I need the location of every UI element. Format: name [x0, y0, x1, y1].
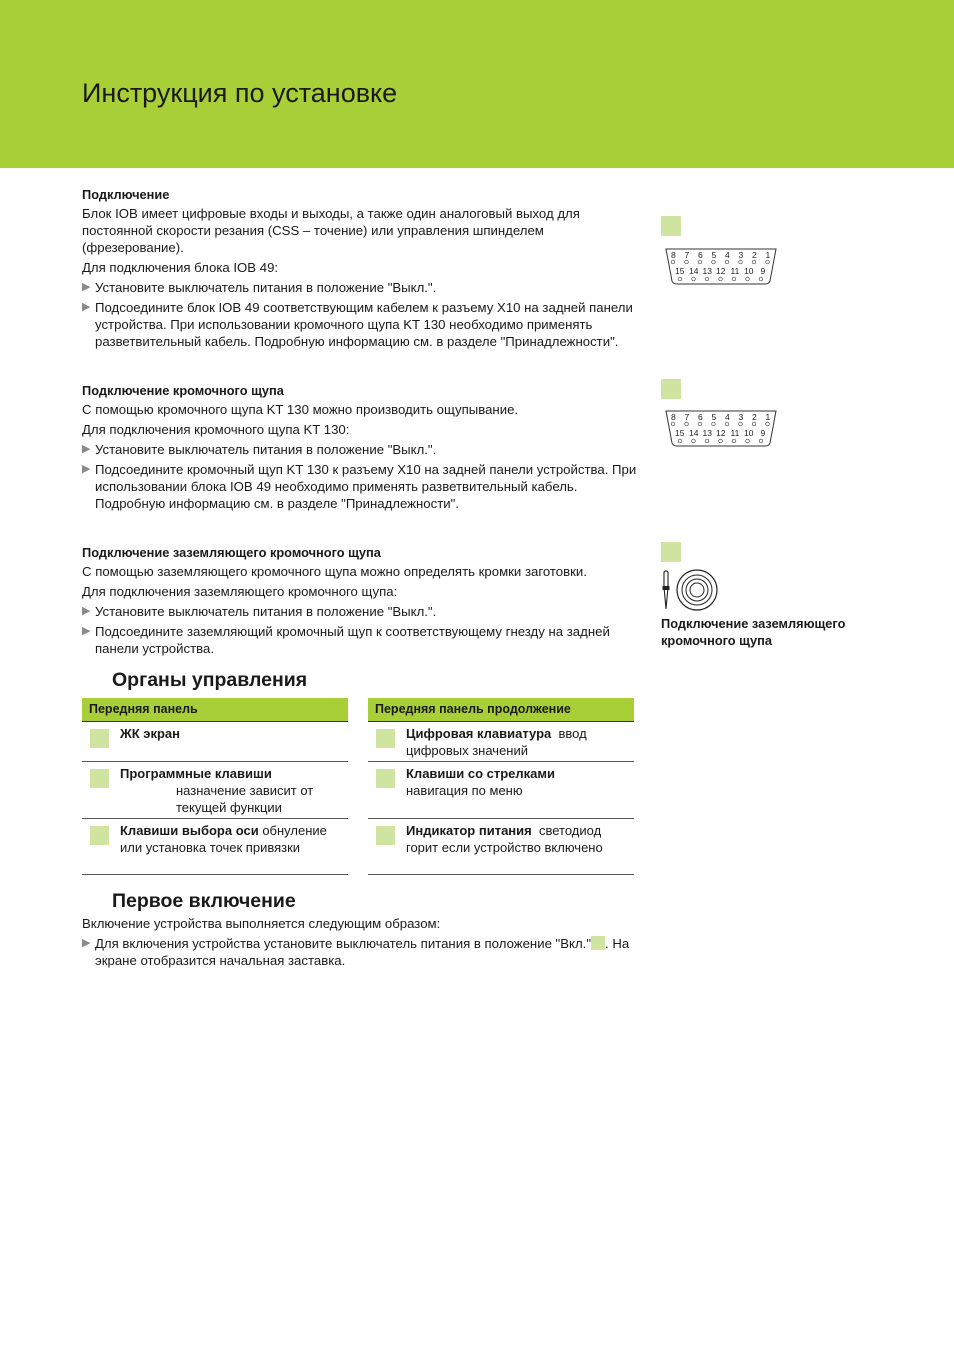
page-header-band	[0, 0, 954, 168]
pin-label: 12	[716, 266, 726, 276]
controls-heading: Органы управления	[112, 669, 308, 691]
key-placeholder-icon	[90, 729, 109, 748]
figure-caption: Подключение заземляющего кромочного щупа	[661, 616, 846, 648]
key-placeholder-icon	[376, 729, 395, 748]
pin-label: 11	[730, 428, 740, 438]
page-title: Инструкция по установке	[82, 78, 398, 108]
table-row: Клавиши выбора оси обнуление или установка точек привязки	[82, 819, 348, 875]
triangle-right-icon: ▶	[82, 605, 91, 617]
figure-marker	[661, 379, 681, 399]
pin-label: 10	[744, 428, 754, 438]
pin-label: 14	[689, 428, 699, 438]
pin-label: 8	[671, 250, 676, 260]
key-placeholder-icon	[90, 826, 109, 845]
list-item: ▶ Установите выключатель питания в положение "Выкл.".	[82, 604, 437, 619]
paragraph: Включение устройства выполняется следующим образом:	[82, 916, 441, 931]
triangle-right-icon: ▶	[82, 281, 91, 293]
section-title: Подключение заземляющего кромочного щупа	[82, 545, 381, 560]
pin-label: 1	[765, 412, 771, 422]
pin-label: 4	[725, 412, 730, 422]
list-item: ▶ Подсоедините заземляющий кромочный щуп к соответствующему гнезду на задней панели устройства.	[82, 624, 610, 656]
ground-probe-socket-icon	[658, 569, 722, 613]
pin-label: 11	[730, 266, 740, 276]
table-row: Цифровая клавиатура ввод цифровых значений	[368, 722, 634, 762]
pin-label: 9	[760, 266, 766, 276]
pin-label: 5	[711, 250, 717, 260]
table-header: Передняя панель продолжение	[368, 698, 634, 722]
dsub-15-connector-icon	[663, 408, 779, 448]
pin-label: 3	[738, 250, 744, 260]
key-placeholder-icon	[376, 769, 395, 788]
triangle-right-icon: ▶	[82, 301, 91, 313]
pin-label: 3	[738, 412, 744, 422]
controls-table-right	[368, 698, 634, 875]
list-item: ▶ Подсоедините блок IOB 49 соответствующим кабелем к разъему X10 на задней панели устройства. При использовании кромочного щупа KT 130 необходимо применять разветвительный кабель. Подробную информацию см. в разделе "Принадлежности".	[82, 300, 633, 349]
pin-label: 7	[684, 250, 690, 260]
pin-label: 14	[689, 266, 699, 276]
table-row: Индикатор питания светодиод горит если устройство включено	[368, 819, 634, 875]
table-header: Передняя панель	[82, 698, 348, 722]
pin-label: 5	[711, 412, 717, 422]
section-first-on	[82, 915, 642, 972]
pin-label: 4	[725, 250, 730, 260]
triangle-right-icon: ▶	[82, 443, 91, 455]
list-item: ▶ Установите выключатель питания в положение "Выкл.".	[82, 280, 437, 295]
paragraph: С помощью кромочного щупа KT 130 можно производить ощупывание.	[82, 402, 519, 417]
triangle-right-icon: ▶	[82, 625, 91, 637]
paragraph: Блок IOB имеет цифровые входы и выходы, а также один аналоговый выход для постоянной скорости резания (CSS – точение) или управления шпинделем (фрезерование).	[82, 206, 580, 255]
pin-label: 1	[765, 250, 771, 260]
table-row: ЖК экран	[82, 722, 348, 762]
section-connection	[82, 186, 642, 353]
list-item: ▶ Установите выключатель питания в положение "Выкл.".	[82, 442, 437, 457]
connector-top-pins	[671, 250, 771, 260]
paragraph: Для подключения кромочного щупа KT 130:	[82, 422, 350, 437]
section-title: Подключение	[82, 187, 170, 202]
pin-label: 2	[752, 250, 757, 260]
pin-label: 6	[698, 412, 703, 422]
pin-label: 10	[744, 266, 754, 276]
section-edge-probe	[82, 382, 642, 515]
list-item: ▶ Для включения устройства установите выключатель питания в положение "Вкл." . На экране отобразится начальная заставка.	[82, 936, 630, 968]
key-placeholder-icon	[376, 826, 395, 845]
pin-label: 12	[716, 428, 726, 438]
first-on-heading: Первое включение	[112, 890, 296, 912]
power-key-icon	[591, 936, 605, 950]
pin-label: 15	[675, 428, 685, 438]
key-placeholder-icon	[90, 769, 109, 788]
table-row: Программные клавиши назначение зависит от текущей функции	[82, 762, 348, 819]
list-item: ▶ Подсоедините кромочный щуп KT 130 к разъему X10 на задней панели устройства. При использовании блока IOB 49 необходимо применять разветвительный кабель. Подробную информацию см. в разделе "Принадлежности".	[82, 462, 637, 511]
paragraph: Для подключения блока IOB 49:	[82, 260, 279, 275]
pin-label: 2	[752, 412, 757, 422]
controls-table-left	[82, 698, 348, 875]
paragraph: Для подключения заземляющего кромочного щупа:	[82, 584, 398, 599]
section-ground-probe	[82, 544, 642, 660]
figure-marker	[661, 542, 681, 562]
dsub-15-connector-icon	[663, 246, 779, 286]
pin-label: 13	[702, 266, 712, 276]
pin-label: 6	[698, 250, 703, 260]
table-row: Клавиши со стрелками навигация по меню	[368, 762, 634, 819]
pin-label: 13	[702, 428, 712, 438]
pin-label: 8	[671, 412, 676, 422]
pin-label: 15	[675, 266, 685, 276]
figure-marker	[661, 216, 681, 236]
pin-label: 9	[760, 428, 766, 438]
triangle-right-icon: ▶	[82, 463, 91, 475]
triangle-right-icon: ▶	[82, 937, 91, 949]
paragraph: С помощью заземляющего кромочного щупа можно определять кромки заготовки.	[82, 564, 587, 579]
pin-label: 7	[684, 412, 690, 422]
section-title: Подключение кромочного щупа	[82, 383, 284, 398]
